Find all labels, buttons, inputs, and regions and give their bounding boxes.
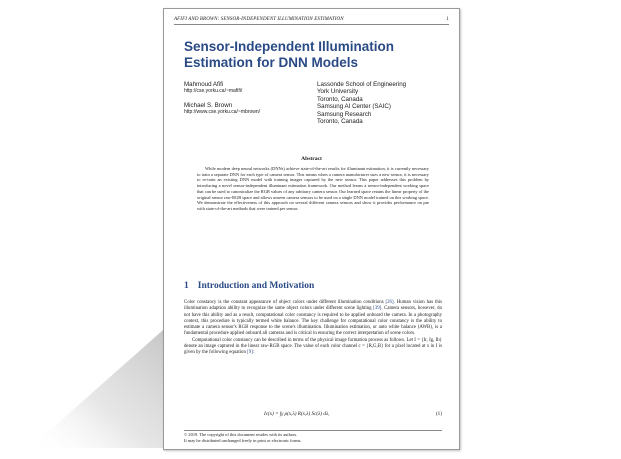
equation [184,409,442,421]
paper-page [163,8,460,450]
equation-expression: Ic(x) = ∫γ ρ(x,λ) R(x,λ) Sc(λ) dλ, [264,411,330,417]
section-number: 1 [184,281,189,291]
section-title: Introduction and Motivation [197,281,315,291]
equation-number: (1) [435,411,442,417]
body-text [184,300,442,357]
citation-link[interactable]: [26] [385,300,394,305]
paper-title: Sensor-Independent Illumination Estimation for DNN Models [184,39,395,70]
footnote-line: It may be distributed unchanged freely in print or electronic forms. [184,438,302,443]
affiliation-line: Toronto, Canada [317,118,363,126]
running-head-text: AFIFI AND BROWN: SENSOR-INDEPENDENT ILLUMINATION ESTIMATION [174,17,344,22]
citation-link[interactable]: [39] [373,306,382,312]
author-url[interactable]: http://cse.yorku.ca/~mafifi/ [184,88,243,95]
affiliation-line: Lassonde School of Engineering [317,81,407,88]
copyright-footnote [184,430,442,444]
author-name: Mahmoud Afifi [184,81,224,88]
author-block [184,81,294,117]
citation-link[interactable]: [9] [247,350,253,356]
abstract-text: While modern deep neural networks (DNNs) achieve state-of-the-art results for illuminant estimation, it is currently necessary to train a separate DNN for each type of camera sensor. This means when a camera manufacturer uses a new sensor, it is necessary to re-train an existing DNN model with training images captured by the new sensor. This paper addresses this problem by introducing a novel sensor-independent illuminant estimation framework. Our method learns a sensor-independent working space that can be used to canonicalize the RGB values of any arbitrary camera sensor. Our learned space retains the linear property of the original sensor raw-RGB space and allows unseen camera sensors to be used on a single DNN model trained on this working space. We demonstrate the effectiveness of this approach on several different camera sensors and show it provides performance on par with state-of-the-art methods that were trained per sensor. [197,166,429,211]
section-heading [184,281,444,291]
paragraph: Computational color constancy can be described in terms of the physical image formation process as follows. Let I = {Ir, Ig, Ib} denote an image captured in the linear raw-RGB space. The value of each color channel c = {R,G,B} for a pixel located at x in I is given by the following equation [9]: [184,337,442,356]
paragraph: Color constancy is the constant appearance of object colors under different illumination conditions [26]. Human vision has this illumination adaption ability to recognize the same object colors under different scene lighting [39]. Camera sensors, however, do not have this ability and as a result, computational color constancy is required to be applied onboard the camera. In a photography context, this procedure is typically termed white balance. The key challenge for computational color constancy is the ability to estimate a camera sensor's RGB response to the scene's illumination. Illumination estimation, or auto white balance (AWB), is a fundamental procedure applied onboard all cameras and is critical in ensuring the correct interpretation of scene colors. [184,300,442,337]
abstract-heading: Abstract [301,156,322,162]
affiliation-line: York University [317,88,359,96]
page-number: 1 [446,17,449,22]
running-head [174,17,449,25]
affiliation-block [317,81,447,125]
affiliation-line: Samsung Research [317,110,372,118]
affiliation-line: Samsung AI Center (SAIC) [317,103,391,111]
author-url[interactable]: http://www.cse.yorku.ca/~mbrown/ [184,109,261,116]
footnote-line: © 2019. The copyright of this document resides with its authors. [184,432,298,437]
author-name: Michael S. Brown [184,101,233,109]
affiliation-line: Toronto, Canada [317,95,363,103]
